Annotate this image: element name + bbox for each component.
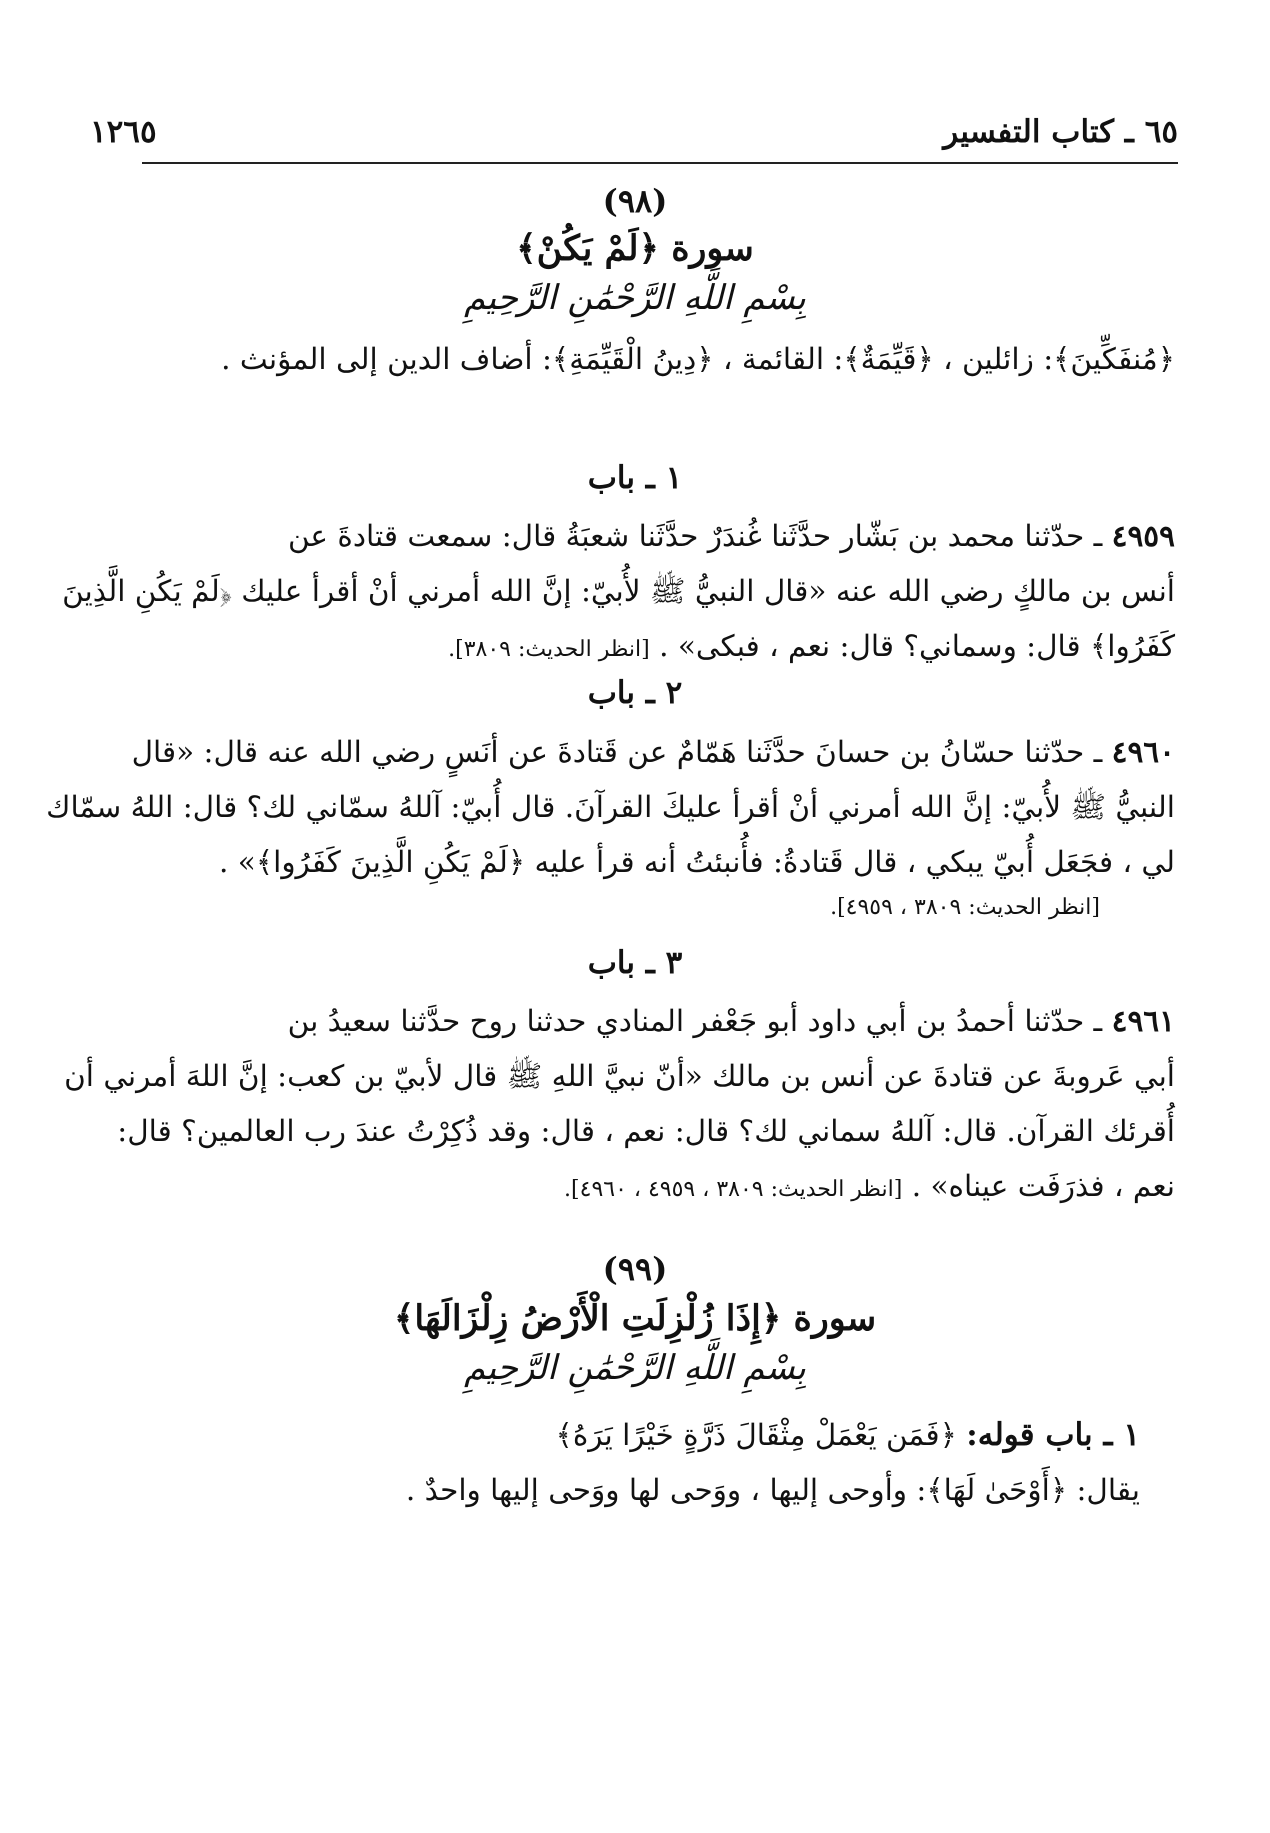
hadith-number: ٤٩٥٩ (1111, 518, 1175, 553)
surah-99-number: (٩٩) (602, 1250, 668, 1288)
hadith-4959 (62, 508, 1175, 677)
hadith-number: ٤٩٦٠ (1111, 734, 1175, 769)
hadith-text: ـ حدّثنا محمد بن بَشّار حدَّثَنا غُندَرٌ حدَّثَنا شعبَةُ قال: سمعت قتادةَ عن (287, 519, 1103, 553)
hadith-line: أُقرئك القرآن. قال: آللهُ سماني لك؟ قال: نعم ، قال: وقد ذُكِرْتُ عندَ رب العالمين؟ قال: (117, 1114, 1175, 1148)
hadith-line (95, 508, 1175, 564)
running-title: ٦٥ ـ كتاب التفسير (943, 114, 1178, 150)
hadith-line (95, 724, 1175, 780)
bab-2-heading: ٢ ـ باب (587, 675, 683, 711)
page-number: ١٢٦٥ (90, 114, 157, 150)
hadith-line: لي ، فجَعَل أُبيّ يبكي ، قال قَتادةُ: فأُنبئتُ أنه قرأ عليه ﴿لَمْ يَكُنِ الَّذِينَ كَفَرُوا﴾» . (219, 845, 1175, 879)
surah-99-note (95, 1463, 1140, 1518)
hadith-line: أنس بن مالكٍ رضي الله عنه «قال النبيُّ ﷺ لأُبيّ: إنَّ الله أمرني أنْ أقرأ عليك ﴿لَمْ يَكُنِ الَّذِينَ (62, 574, 1175, 608)
hadith-4961 (64, 993, 1175, 1217)
bab-verse: ﴿فَمَن يَعْمَلْ مِثْقَالَ ذَرَّةٍ خَيْرًا يَرَهُ﴾ (555, 1418, 957, 1452)
hadith-line (95, 1159, 1175, 1217)
glossary-line: ﴿مُنفَكِّينَ﴾: زائلين ، ﴿قَيِّمَةٌ﴾: القائمة ، ﴿دِينُ الْقَيِّمَةِ﴾: أضاف الدين إلى المؤنث . (221, 342, 1175, 376)
note-line: يقال: ﴿أَوْحَىٰ لَهَا﴾: وأوحى إليها ، ووَحى لها ووَحى إليها واحدٌ . (405, 1473, 1140, 1507)
hadith-line: أبي عَروبةَ عن قتادةَ عن أنس بن مالك «أنّ نبيَّ اللهِ ﷺ قال لأبيّ بن كعب: إنَّ اللهَ أمرني أن (64, 1059, 1175, 1093)
hadith-text: نعم ، فذرَفَت عيناه» . (911, 1169, 1175, 1203)
surah-98-number: (٩٨) (602, 182, 668, 220)
hadith-text: ـ حدّثنا أحمدُ بن أبي داود أبو جَعْفر المنادي حدثنا روح حدَّثنا سعيدُ بن (287, 1004, 1103, 1038)
bab-3-heading: ٣ ـ باب (587, 945, 683, 981)
surah-98-title: سورة ﴿لَمْ يَكُنْ﴾ (516, 228, 754, 269)
hadith-line (95, 993, 1175, 1049)
hadith-4960 (46, 724, 1175, 890)
bab-1-heading: ١ ـ باب (587, 460, 683, 496)
hadith-line (95, 619, 1175, 677)
bab-heading: ١ ـ باب قوله: (966, 1417, 1140, 1453)
surah-99-title: سورة ﴿إِذَا زُلْزِلَتِ الْأَرْضُ زِلْزَالَهَا﴾ (393, 1298, 877, 1339)
hadith-line: النبيُّ ﷺ لأُبيّ: إنَّ الله أمرني أنْ أقرأ عليكَ القرآنَ. قال أُبيّ: آللهُ سمّاني لك؟ قال: اللهُ سمّاك (46, 790, 1175, 824)
hadith-text: كَفَرُوا﴾ قال: وسماني؟ قال: نعم ، فبكى» . (659, 629, 1175, 663)
hadith-number: ٤٩٦١ (1111, 1003, 1175, 1038)
surah-99-bab-1 (95, 1408, 1140, 1463)
surah-99-basmala: بِسْمِ اللَّهِ الرَّحْمَٰنِ الرَّحِيمِ (464, 1348, 806, 1388)
bab-line (95, 1408, 1140, 1463)
surah-98-basmala: بِسْمِ اللَّهِ الرَّحْمَٰنِ الرَّحِيمِ (464, 278, 806, 318)
surah-98-glossary (95, 332, 1175, 387)
header-rule (142, 162, 1178, 164)
hadith-text: ـ حدّثنا حسّانُ بن حسانَ حدَّثَنا هَمّامٌ عن قَتادةَ عن أنَسٍ رضي الله عنه قال: «قال (131, 735, 1103, 769)
hadith-reference: [انظر الحديث: ٣٨٠٩]. (448, 637, 650, 662)
hadith-reference: [انظر الحديث: ٣٨٠٩ ، ٤٩٥٩ ، ٤٩٦٠]. (564, 1177, 903, 1202)
hadith-4960-reference: [انظر الحديث: ٣٨٠٩ ، ٤٩٥٩]. (830, 895, 1100, 920)
page-header (90, 112, 1178, 160)
